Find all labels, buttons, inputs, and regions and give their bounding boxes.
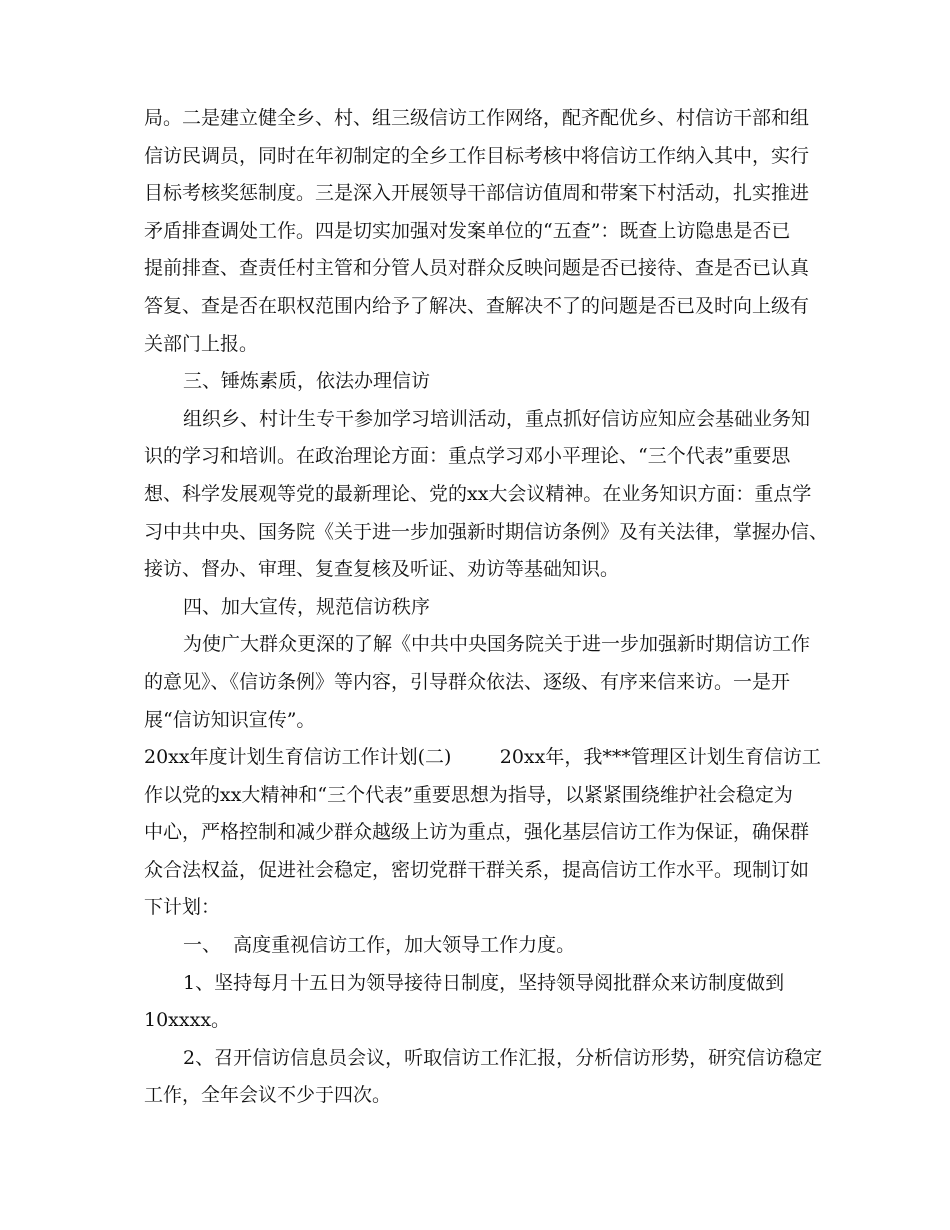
section-heading: 三、锤炼素质，依法办理信访 <box>183 370 431 393</box>
body-line: 10xxxx。 <box>144 1009 231 1032</box>
body-line: 提前排查、查责任村主管和分管人员对群众反映问题是否已接待、查是否已认真 <box>144 257 810 280</box>
body-line: 中心，严格控制和减少群众越级上访为重点，强化基层信访工作为保证，确保群 <box>144 821 810 844</box>
list-item: 2、召开信访信息员会议，听取信访工作汇报，分析信访形势，研究信访稳定 <box>183 1046 823 1069</box>
list-item: 1、坚持每月十五日为领导接待日制度，坚持领导阅批群众来访制度做到 <box>183 971 785 994</box>
document-body <box>144 100 829 1115</box>
body-line: 众合法权益，促进社会稳定，密切党群干群关系，提高信访工作水平。现制订如 <box>144 858 810 881</box>
paragraph-first-line: 为使广大群众更深的了解《中共中央国务院关于进一步加强新时期信访工作 <box>183 633 811 656</box>
section-heading: 一、 高度重视信访工作，加大领导工作力度。 <box>183 934 576 957</box>
paragraph-first-line: 组织乡、村计生专干参加学习培训活动，重点抓好信访应知应会基础业务知 <box>183 407 811 430</box>
document-title-line: 20xx年度计划生育信访工作计划(二) 20xx年，我***管理区计划生育信访工 <box>144 746 821 769</box>
body-line: 接访、督办、审理、复查复核及听证、劝访等基础知识。 <box>144 558 620 581</box>
body-line: 答复、查是否在职权范围内给予了解决、查解决不了的问题是否已及时向上级有 <box>144 294 810 317</box>
body-line: 展“信访知识宣传”。 <box>144 708 316 731</box>
body-line: 局。二是建立健全乡、村、组三级信访工作网络，配齐配优乡、村信访干部和组 <box>144 107 810 129</box>
body-line: 想、科学发展观等党的最新理论、党的xx大会议精神。在业务知识方面：重点学 <box>144 482 812 505</box>
body-line: 识的学习和培训。在政治理论方面：重点学习邓小平理论、“三个代表”重要思 <box>144 445 791 468</box>
body-line: 工作，全年会议不少于四次。 <box>144 1084 392 1107</box>
body-line: 关部门上报。 <box>144 332 259 355</box>
section-heading: 四、加大宣传，规范信访秩序 <box>183 595 431 618</box>
body-line: 的意见》、《信访条例》等内容，引导群众依法、逐级、有序来信来访。一是开 <box>144 670 791 693</box>
body-line: 目标考核奖惩制度。三是深入开展领导干部信访值周和带案下村活动，扎实推进 <box>144 182 810 205</box>
body-line: 下计划： <box>144 896 221 919</box>
body-line: 习中共中央、国务院《关于进一步加强新时期信访条例》及有关法律，掌握办信、 <box>144 520 829 543</box>
body-line: 矛盾排查调处工作。四是切实加强对发案单位的“五查”：既查上访隐患是否已 <box>144 219 791 242</box>
body-line: 信访民调员，同时在年初制定的全乡工作目标考核中将信访工作纳入其中，实行 <box>144 144 810 167</box>
body-line: 作以党的xx大精神和“三个代表”重要思想为指导，以紧紧围绕维护社会稳定为 <box>144 783 793 806</box>
